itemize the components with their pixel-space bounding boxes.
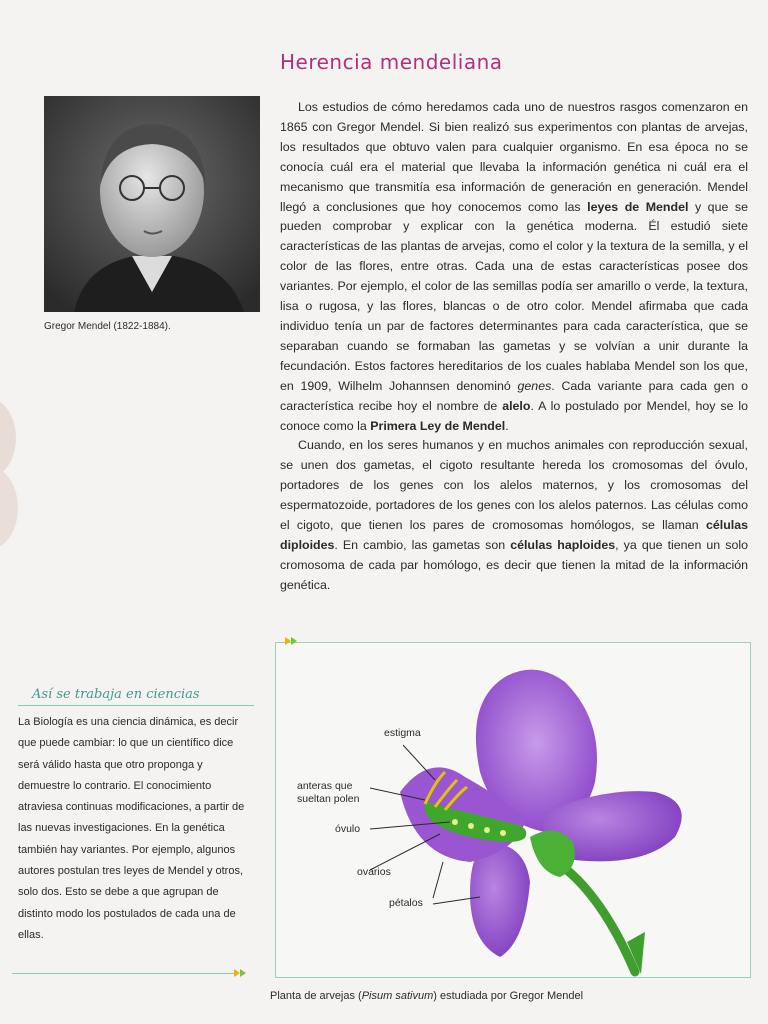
label-anteras-line2: sueltan polen [297,793,360,805]
term-genes: genes [517,378,552,393]
mendel-portrait [44,96,260,312]
term-celulas-haploides: células haploides [510,537,616,552]
sidebar-text: La Biología es una ciencia dinámica, es decir que puede cambiar: lo que un científico dice será válido hasta que otro proponga y demuestre lo contrario. El conocimiento atraviesa continuas modificaciones, a partir de las nuevas investigaciones. En la genética también hay variantes. Por ejemplo, algunos autores postulan tres leyes de Mendel y otros, solo dos. Esto se debe a que agrupan de distinto modo los postulados de cada una de ellas. [18,716,245,941]
label-ovulo: óvulo [335,823,361,835]
label-anteras-line1: anteras que [297,780,353,792]
term-leyes-de-mendel: leyes de Mendel [587,199,689,214]
figure-caption: Planta de arvejas (Pisum sativum) estudiada por Gregor Mendel [270,990,584,1002]
label-ovarios: ovarios [357,866,391,878]
label-petalos: pétalos [389,897,423,909]
sidebar-bottom-rule [12,973,238,974]
term-alelo: alelo [502,398,531,413]
paragraph-2: Cuando, en los seres humanos y en muchos animales con reproducción sexual, se unen dos gametas, el cigoto resultante hereda los cromosomas del óvulo, portadores de los genes con los alelos maternos, y los cromosomas del espermatozoide, portadores de los genes con los alelos paternos. Las células como el cigoto, que tienen los pares de cromosomas homólogos, se llaman células diploides. En cambio, las gametas son células haploides, ya que tienen un solo cromosoma de cada par homólogo, es decir que tienen la mitad de la información genética. [280,438,749,592]
pea-flower-illustration [275,642,751,978]
sidebar-title: Así se trabaja en ciencias [32,687,200,702]
page-edge-decoration [0,398,26,550]
arrow-right-icon [234,968,248,978]
portrait-caption: Gregor Mendel (1822-1884). [44,321,171,332]
page-title: Herencia mendeliana [280,50,503,74]
paragraph-1: Los estudios de cómo heredamos cada uno de nuestros rasgos comenzaron en 1865 con Gregor Mendel. Si bien realizó sus experimentos con plantas de arvejas, los resultados que obtuvo valen para cualquier organismo. En esa época no se conocía cuál era el material que llevaba la información genética ni cuál era el mecanismo que transmitía esa información de generación en generación. Mendel llegó a conclusiones que hoy conocemos como las leyes de Mendel y que se pueden comprobar y explicar con la genética moderna. Él estudió siete características de las plantas de arvejas, como el color y la textura de la semilla, y el color de las flores, entre otras. Cada una de estas características posee dos variantes. Por ejemplo, el color de las semillas podía ser amarillo o verde, la textura, lisa o rugosa, y las flores, blancas o de otro color. Mendel afirmaba que cada individuo tenía un par de factores determinantes para cada característica, que se separaban cuando se formaban las gametas y se volvían a unir durante la fecundación. Estos factores hereditarios de los cuales hablaba Mendel son los que, en 1909, Wilhelm Johannsen denominó genes. Cada variante para cada gen o característica recibe hoy el nombre de alelo. A lo postulado por Mendel, hoy se lo conoce como la Primera Ley de Mendel. [280,100,748,433]
term-primera-ley: Primera Ley de Mendel [370,418,506,433]
main-text [280,98,748,596]
term-celulas-diploides: células diploides [280,518,748,552]
sidebar-rule [18,705,254,706]
label-estigma: estigma [384,727,421,739]
